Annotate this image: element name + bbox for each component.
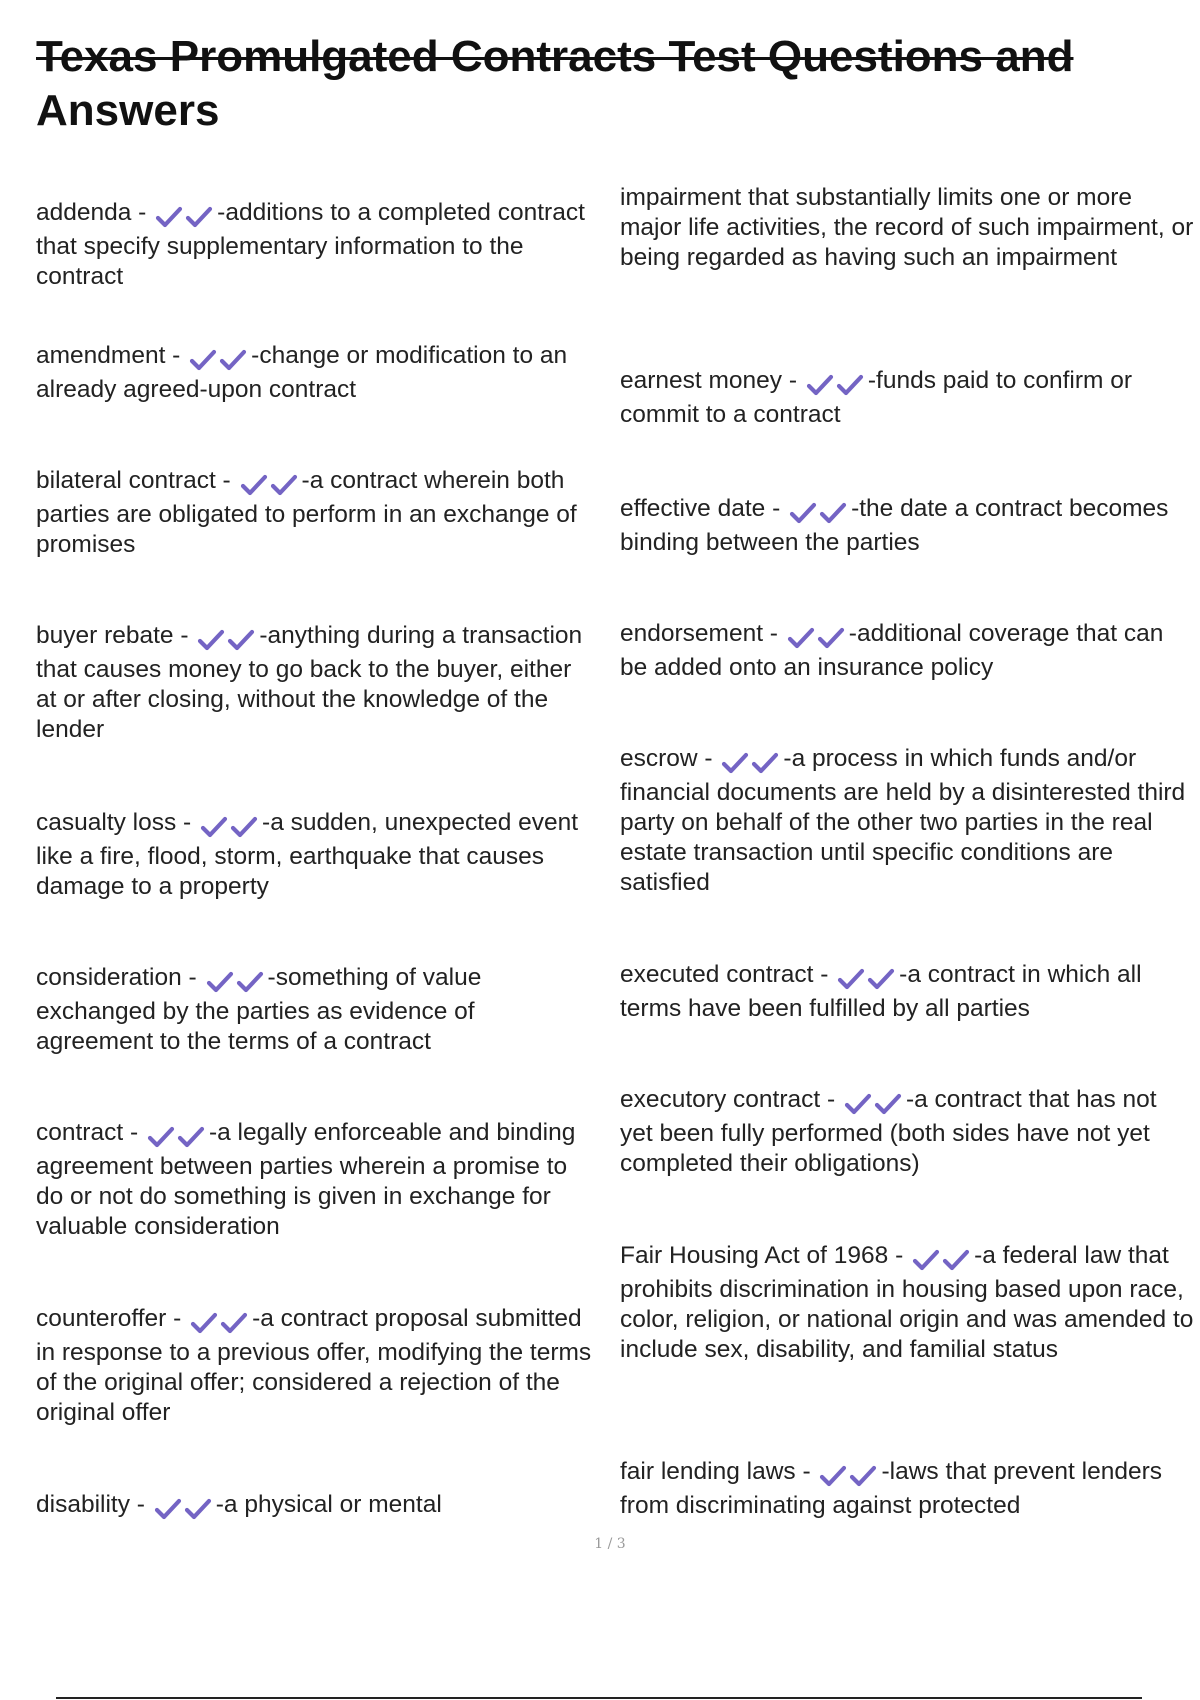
answer-checkmarks	[240, 470, 300, 500]
entry-term: escrow -	[620, 745, 720, 772]
checkmark-icon	[836, 374, 866, 398]
answer-checkmarks	[789, 498, 849, 528]
checkmark-icon	[789, 502, 819, 526]
entry-definition: a federal law that prohibits discrimination in housing based upon race, color, religion, or national origin and was amended to include sex, disability, and familial status	[620, 1242, 1194, 1363]
checkmark-icon	[197, 629, 227, 653]
footer-divider	[56, 1697, 1142, 1699]
entry-contract	[36, 1118, 596, 1242]
answer-checkmarks	[189, 345, 249, 375]
entry-definition: a contract in which all terms have been fulfilled by all parties	[620, 961, 1142, 1022]
entry-casualty-loss	[36, 808, 596, 902]
entry-executed-contract	[620, 960, 1195, 1024]
entry-definition: a process in which funds and/or financial documents are held by a disinterested third party on behalf of the other two parties in the real estate transaction until specific conditions are satisfied	[620, 745, 1186, 896]
checkmark-icon	[155, 206, 185, 230]
entry-term: executed contract -	[620, 961, 836, 988]
checkmark-icon	[819, 502, 849, 526]
entry-fair-housing-act	[620, 1241, 1195, 1365]
answer-checkmarks	[147, 1122, 207, 1152]
answer-checkmarks	[806, 370, 866, 400]
entry-disability	[36, 1490, 596, 1524]
answer-checkmarks	[819, 1461, 879, 1491]
entry-definition: a contract that has not yet been fully performed (both sides have not yet completed their obligations)	[620, 1086, 1157, 1177]
entry-earnest-money	[620, 366, 1195, 430]
entry-definition: the date a contract becomes binding between the parties	[620, 495, 1169, 556]
checkmark-icon	[189, 349, 219, 373]
separator: -	[905, 1086, 915, 1113]
checkmark-icon	[942, 1249, 972, 1273]
checkmark-icon	[787, 627, 817, 651]
entry-escrow	[620, 744, 1195, 898]
separator: -	[783, 745, 792, 772]
entry-definition: additional coverage that can be added onto an insurance policy	[620, 620, 1164, 681]
separator: -	[974, 1242, 983, 1269]
checkmark-icon	[206, 971, 236, 995]
checkmark-icon	[912, 1249, 942, 1273]
checkmark-icon	[177, 1126, 207, 1150]
answer-checkmarks	[155, 202, 215, 232]
entry-term: endorsement -	[620, 620, 785, 647]
separator: -	[251, 342, 260, 369]
checkmark-icon	[849, 1465, 879, 1489]
separator: -	[851, 495, 860, 522]
entry-definition: a physical or mental	[223, 1491, 442, 1518]
entry-executory-contract	[620, 1085, 1195, 1179]
separator: -	[267, 964, 276, 991]
entry-definition: impairment that substantially limits one or more major life activities, the record of such impairment, or being regarded as having such an impairment	[620, 184, 1194, 271]
title-line-2: Answers	[36, 86, 220, 135]
answer-checkmarks	[154, 1494, 214, 1524]
separator: -	[899, 961, 908, 988]
entry-definition: anything during a transaction that causes money to go back to the buyer, either at or after closing, without the knowledge of the lender	[36, 622, 583, 743]
checkmark-icon	[270, 474, 300, 498]
entry-definition: change or modification to an already agreed-upon contract	[36, 342, 568, 403]
entry-definition: additions to a completed contract that specify supplementary information to the contract	[36, 199, 585, 290]
checkmark-icon	[837, 968, 867, 992]
entry-fair-lending-laws	[620, 1457, 1195, 1521]
entry-term: executory contract -	[620, 1086, 842, 1113]
checkmark-icon	[874, 1093, 904, 1117]
checkmark-icon	[236, 971, 266, 995]
entry-term: buyer rebate -	[36, 622, 196, 649]
checkmark-icon	[184, 1498, 214, 1522]
answer-checkmarks	[787, 623, 847, 653]
answer-checkmarks	[912, 1245, 972, 1275]
checkmark-icon	[867, 968, 897, 992]
separator: -	[259, 622, 268, 649]
separator: -	[252, 1305, 261, 1332]
separator: -	[217, 199, 226, 226]
answer-checkmarks	[200, 812, 260, 842]
entry-definition: a contract wherein both parties are obligated to perform in an exchange of promises	[36, 467, 577, 558]
checkmark-icon	[817, 627, 847, 651]
page-number: 1 / 3	[594, 1536, 626, 1552]
page-title	[36, 30, 1156, 138]
entry-term: Fair Housing Act of 1968 -	[620, 1242, 911, 1269]
entry-definition: a legally enforceable and binding agreement between parties wherein a promise to do or not do something is given in exchange for valuable consideration	[36, 1119, 576, 1240]
entry-definition: a contract proposal submitted in response to a previous offer, modifying the terms of the original offer; considered a rejection of the original offer	[36, 1305, 592, 1426]
separator: -	[215, 1491, 224, 1518]
checkmark-icon	[219, 349, 249, 373]
entry-buyer-rebate	[36, 621, 596, 745]
entry-term: casualty loss -	[36, 809, 199, 836]
entry-endorsement	[620, 619, 1195, 683]
entry-term: earnest money -	[620, 367, 804, 394]
answer-checkmarks	[844, 1089, 904, 1119]
checkmark-icon	[230, 816, 260, 840]
entry-bilateral-contract	[36, 466, 596, 560]
entry-disability-continued	[620, 183, 1195, 273]
checkmark-icon	[721, 752, 751, 776]
answer-checkmarks	[190, 1308, 250, 1338]
entry-term: fair lending laws -	[620, 1458, 818, 1485]
title-line-1: Texas Promulgated Contracts Test Questions and	[36, 32, 1074, 81]
separator: -	[881, 1458, 890, 1485]
entry-term: consideration -	[36, 964, 204, 991]
entry-term: effective date -	[620, 495, 788, 522]
separator: -	[262, 809, 271, 836]
checkmark-icon	[806, 374, 836, 398]
answer-checkmarks	[837, 964, 897, 994]
entry-counteroffer	[36, 1304, 596, 1428]
entry-consideration	[36, 963, 596, 1057]
checkmark-icon	[154, 1498, 184, 1522]
entry-term: addenda -	[36, 199, 154, 226]
checkmark-icon	[220, 1312, 250, 1336]
entry-term: contract -	[36, 1119, 145, 1146]
entry-definition: funds paid to confirm or commit to a contract	[620, 367, 1133, 428]
entry-addenda	[36, 198, 596, 292]
answer-checkmarks	[197, 625, 257, 655]
entry-definition: something of value exchanged by the parties as evidence of agreement to the terms of a contract	[36, 964, 482, 1055]
checkmark-icon	[147, 1126, 177, 1150]
entry-term: bilateral contract -	[36, 467, 238, 494]
separator: -	[208, 1119, 218, 1146]
entry-effective-date	[620, 494, 1195, 558]
checkmark-icon	[819, 1465, 849, 1489]
checkmark-icon	[844, 1093, 874, 1117]
checkmark-icon	[240, 474, 270, 498]
separator: -	[848, 620, 857, 647]
checkmark-icon	[200, 816, 230, 840]
entry-definition: a sudden, unexpected event like a fire, flood, storm, earthquake that causes damage to a property	[36, 809, 579, 900]
answer-checkmarks	[721, 748, 781, 778]
entry-term: disability -	[36, 1491, 152, 1518]
checkmark-icon	[751, 752, 781, 776]
entry-term: amendment -	[36, 342, 188, 369]
entry-term: counteroffer -	[36, 1305, 189, 1332]
checkmark-icon	[185, 206, 215, 230]
entry-amendment	[36, 341, 596, 405]
separator: -	[867, 367, 877, 394]
checkmark-icon	[227, 629, 257, 653]
checkmark-icon	[190, 1312, 220, 1336]
answer-checkmarks	[206, 967, 266, 997]
separator: -	[301, 467, 310, 494]
entry-definition: laws that prevent lenders from discriminating against protected	[620, 1458, 1162, 1519]
